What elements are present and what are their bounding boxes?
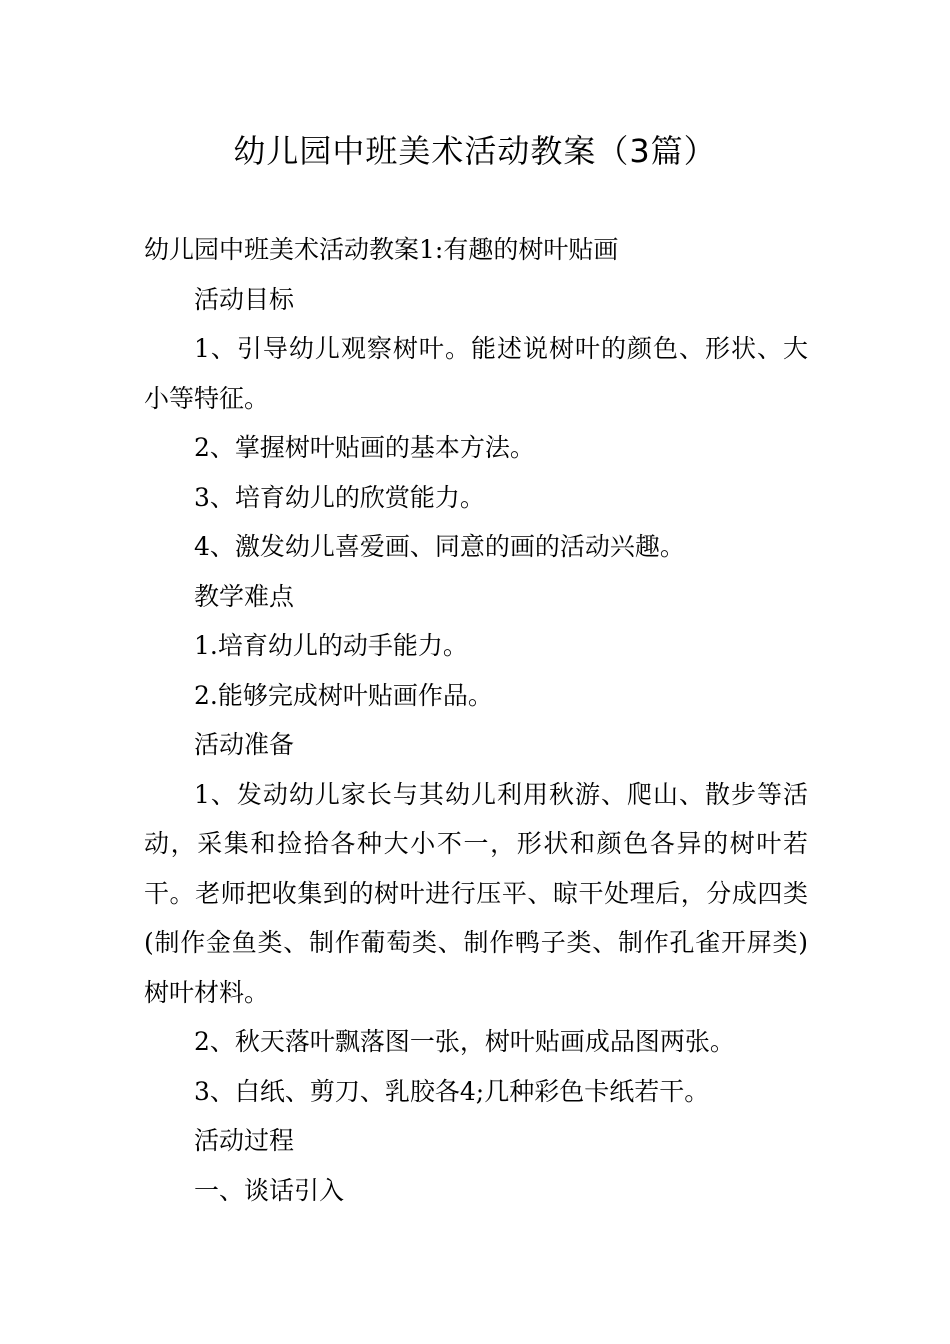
- heading-activity-goals: 活动目标: [194, 284, 295, 314]
- heading-activity-process: 活动过程: [194, 1126, 295, 1155]
- difficulty-item-2: 2.能够完成树叶贴画作品。: [194, 680, 493, 710]
- process-step-1: 一、谈话引入: [194, 1175, 345, 1205]
- heading-activity-preparation: 活动准备: [194, 730, 295, 759]
- document-body: [144, 225, 808, 1215]
- preparation-item-1: 1、发动幼儿家长与其幼儿利用秋游、爬山、散步等活动，采集和捡拾各种大小不一，形状和颜色各异的树叶若干。老师把收集到的树叶进行压平、晾干处理后，分成四类(制作金鱼类、制作葡萄类、制作鸭子类、制作孔雀开屏类)树叶材料。: [144, 779, 808, 1007]
- goal-item-1: 1、引导幼儿观察树叶。能述说树叶的颜色、形状、大小等特征。: [144, 334, 808, 413]
- preparation-item-3: 3、白纸、剪刀、乳胶各4;几种彩色卡纸若干。: [194, 1076, 710, 1106]
- heading-teaching-difficulties: 教学难点: [194, 581, 295, 611]
- goal-item-3: 3、培育幼儿的欣赏能力。: [194, 482, 485, 512]
- document-title: 幼儿园中班美术活动教案（3篇）: [233, 132, 717, 170]
- preparation-item-2: 2、秋天落叶飘落图一张，树叶贴画成品图两张。: [194, 1027, 735, 1056]
- section-subtitle: 幼儿园中班美术活动教案1:有趣的树叶贴画: [144, 235, 619, 264]
- goal-item-2: 2、掌握树叶贴画的基本方法。: [194, 433, 535, 462]
- difficulty-item-1: 1.培育幼儿的动手能力。: [194, 631, 468, 660]
- goal-item-4: 4、激发幼儿喜爱画、同意的画的活动兴趣。: [194, 532, 685, 561]
